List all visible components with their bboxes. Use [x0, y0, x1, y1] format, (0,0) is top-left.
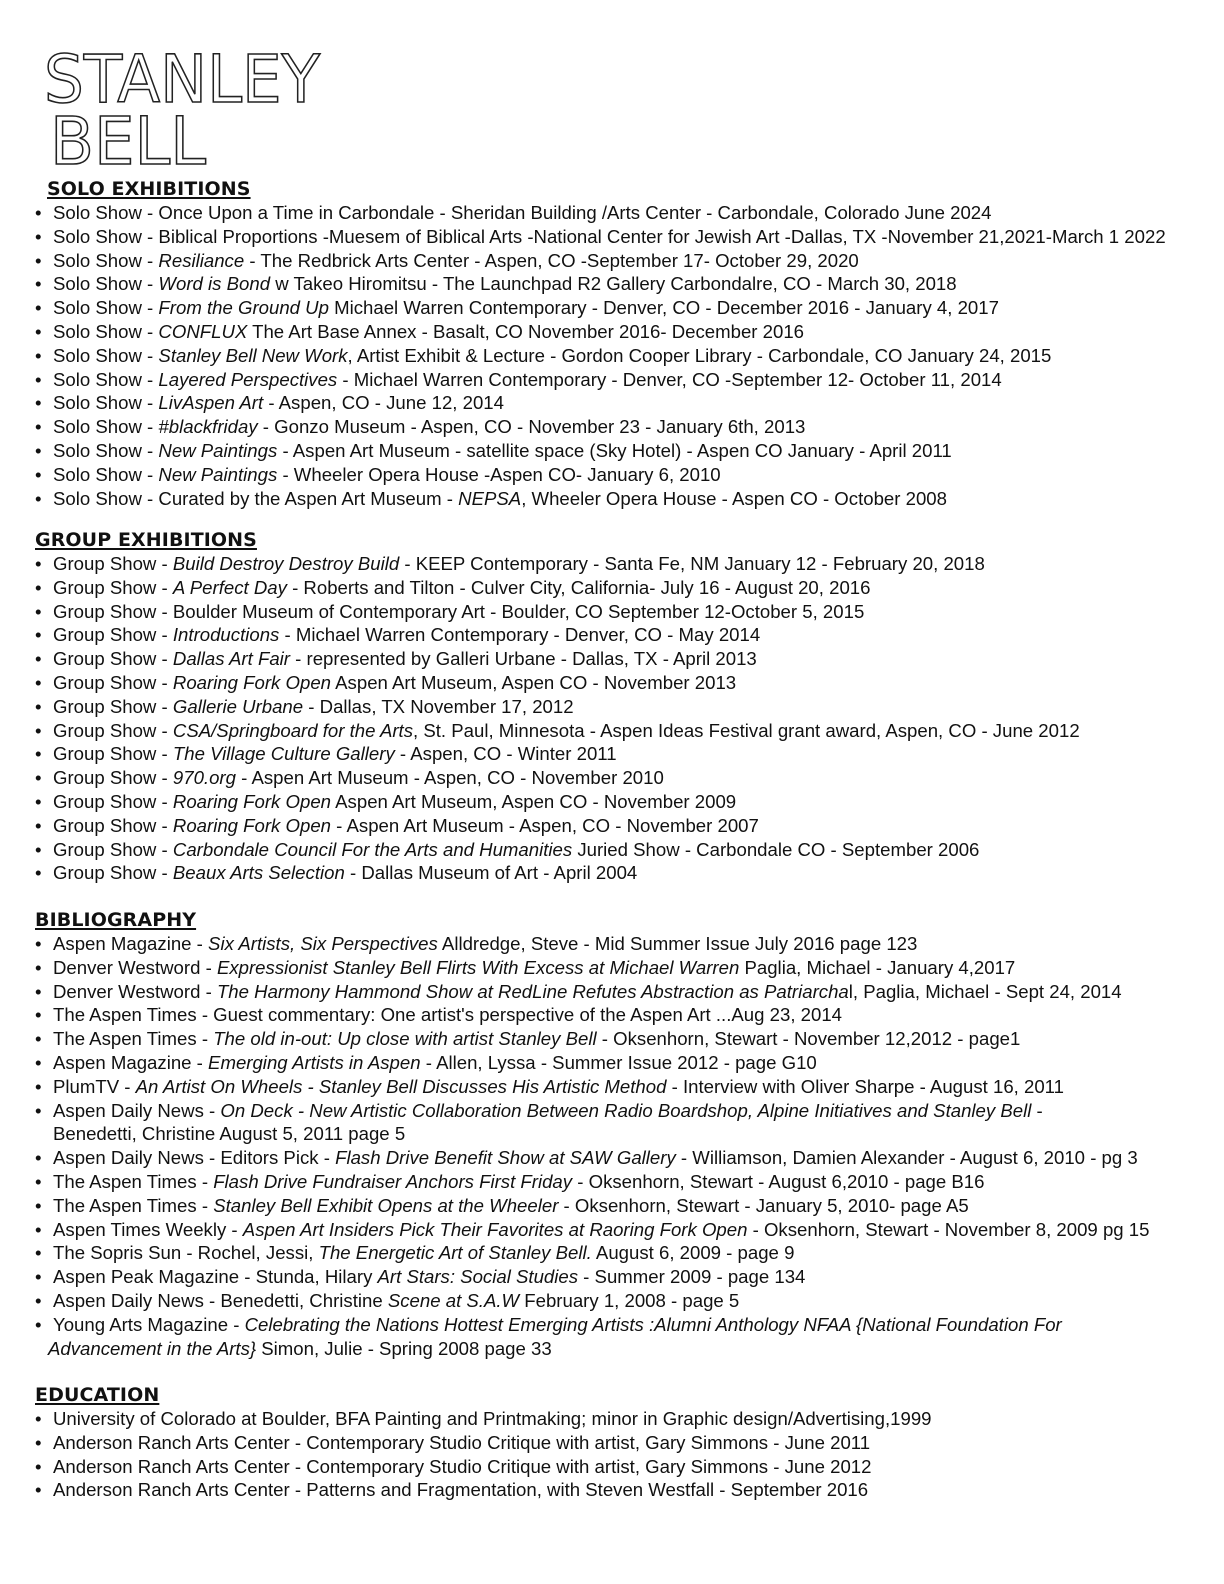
item-text: Group Show -	[53, 624, 173, 646]
item-text: - Aspen Art Museum - Aspen, CO - November 2010	[235, 767, 664, 789]
item-text: Simon, Julie - Spring 2008 page 33	[256, 1337, 552, 1359]
solo-exhibitions-heading: SOLO EXHIBITIONS	[47, 178, 251, 200]
item-text: Aspen Times Weekly -	[53, 1218, 243, 1240]
item-title: Flash Drive Fundraiser Anchors First Friday	[213, 1170, 573, 1192]
item-title: LivAspen Art	[158, 392, 264, 414]
list-item	[35, 320, 1205, 344]
item-text: - Oksenhorn, Stewart - August 6,2010 - page B16	[572, 1170, 985, 1192]
list-item	[35, 838, 1205, 862]
item-text: Group Show -	[53, 553, 173, 574]
bullet: •	[35, 1479, 42, 1501]
list-item	[35, 671, 1205, 695]
item-text: Solo Show -	[53, 392, 159, 414]
item-text: Group Show -	[53, 838, 173, 860]
list-item	[35, 368, 1205, 392]
bullet: •	[35, 1004, 42, 1026]
list-item	[35, 225, 1205, 249]
item-title: Word is Bond	[158, 273, 271, 295]
item-text: Juried Show - Carbondale CO - September 2006	[572, 838, 980, 860]
item-title: 970.org	[172, 767, 236, 789]
list-item	[35, 1099, 1205, 1147]
bullet: •	[35, 1408, 42, 1429]
bullet: •	[35, 695, 42, 717]
list-item	[35, 576, 1205, 600]
list-item	[35, 415, 1205, 439]
bullet: •	[35, 600, 42, 622]
item-text: Anderson Ranch Arts Center - Contemporary Studio Critique with artist, Gary Simmons - June 2011	[53, 1431, 871, 1453]
item-text: - Aspen, CO - June 12, 2014	[263, 392, 504, 414]
bullet: •	[35, 648, 42, 670]
item-text: The Aspen Times - Guest commentary: One artist's perspective of the Aspen Art ...Aug 23, 2014	[53, 1004, 843, 1026]
item-text: - Aspen Art Museum - Aspen, CO - November 2007	[331, 814, 759, 836]
item-title: Emerging Artists in Aspen	[208, 1051, 421, 1073]
group-exhibitions-list	[35, 552, 1205, 885]
item-text: Solo Show -	[53, 344, 159, 366]
list-item	[35, 956, 1205, 980]
item-title: Build Destroy Destroy Build	[172, 553, 400, 574]
logo-line-stanley: STANLEY	[44, 44, 321, 118]
item-text: PlumTV -	[53, 1075, 136, 1097]
list-item	[35, 272, 1205, 296]
bullet: •	[35, 439, 42, 461]
list-item	[35, 1265, 1205, 1289]
item-text: Aspen Daily News - Editors Pick -	[53, 1147, 336, 1169]
bullet: •	[35, 814, 42, 836]
item-title: The old in-out: Up close with artist Stanley Bell	[213, 1028, 597, 1050]
bullet: •	[35, 344, 42, 366]
item-text: Group Show -	[53, 576, 173, 598]
bullet: •	[35, 767, 42, 789]
bullet: •	[35, 225, 42, 247]
item-title: On Deck - New Artistic Collaboration Between Radio Boardshop, Alpine Initiatives and Stanley Bell	[220, 1099, 1032, 1121]
item-text: - Oksenhorn, Stewart - January 5, 2010- page A5	[558, 1194, 969, 1216]
list-item	[35, 1478, 1205, 1502]
item-text: Group Show -	[53, 671, 173, 693]
bullet: •	[35, 487, 42, 509]
item-text: - represented by Galleri Urbane - Dallas, TX - April 2013	[289, 648, 757, 670]
item-title: Roaring Fork Open	[172, 814, 332, 836]
item-text: Anderson Ranch Arts Center - Patterns and Fragmentation, with Steven Westfall - September 2016	[53, 1479, 869, 1501]
item-text: - Williamson, Damien Alexander - August 6, 2010 - pg 3	[675, 1147, 1138, 1169]
item-text: - Aspen, CO - Winter 2011	[394, 743, 617, 765]
list-item	[35, 742, 1205, 766]
item-text: - Interview with Oliver Sharpe - August 16, 2011	[666, 1075, 1064, 1097]
bullet: •	[35, 1099, 42, 1121]
list-item	[35, 1075, 1205, 1099]
item-text: Group Show -	[53, 767, 173, 789]
bullet: •	[35, 273, 42, 295]
item-title: Stanley Bell Exhibit Opens at the Wheeler	[213, 1194, 559, 1216]
item-title: Layered Perspectives	[158, 368, 338, 390]
list-item	[35, 790, 1205, 814]
list-item	[35, 1027, 1205, 1051]
bullet: •	[35, 1051, 42, 1073]
list-item	[35, 695, 1205, 719]
item-text: Solo Show -	[53, 249, 159, 271]
item-text: The Art Base Annex - Basalt, CO November 2016- December 2016	[247, 320, 805, 342]
solo-exhibitions-section	[35, 177, 1205, 510]
item-text: The Sopris Sun - Rochel, Jessi,	[53, 1242, 319, 1264]
item-text: - KEEP Contemporary - Santa Fe, NM January 12 - February 20, 2018	[399, 553, 985, 574]
list-item	[35, 487, 1205, 511]
bullet: •	[35, 1147, 42, 1169]
bullet: •	[35, 838, 42, 860]
item-title: CONFLUX	[158, 320, 248, 342]
item-text: Aspen Art Museum, Aspen CO - November 2009	[331, 790, 737, 812]
bullet: •	[35, 862, 42, 884]
bullet: •	[35, 297, 42, 319]
item-title: An Artist On Wheels - Stanley Bell Discusses His Artistic Method	[135, 1075, 667, 1097]
item-text: Aspen Magazine -	[53, 1051, 209, 1073]
bullet: •	[35, 956, 42, 978]
item-title: Carbondale Council For the Arts and Humanities	[172, 838, 573, 860]
item-text: w Takeo Hiromitsu - The Launchpad R2 Gallery Carbondalre, CO - March 30, 2018	[270, 273, 957, 295]
item-title: Flash Drive Benefit Show at SAW Gallery	[335, 1147, 676, 1169]
bullet: •	[35, 1028, 42, 1050]
item-title: Art Stars: Social Studies	[377, 1266, 579, 1288]
item-text: Solo Show -	[53, 439, 159, 461]
bullet: •	[35, 1170, 42, 1192]
list-item	[35, 1146, 1205, 1170]
bibliography-heading: BIBLIOGRAPHY	[35, 909, 197, 931]
item-title: The Harmony Hammond Show at RedLine Refutes Abstraction as Patriarcha	[216, 980, 849, 1002]
item-title: Six Artists, Six Perspectives	[208, 933, 438, 954]
list-item	[35, 1289, 1205, 1313]
item-text: Aspen Peak Magazine - Stunda, Hilary	[53, 1266, 378, 1288]
bullet: •	[35, 1218, 42, 1240]
item-text: - The Redbrick Arts Center - Aspen, CO -September 17- October 29, 2020	[244, 249, 859, 271]
item-title: Aspen Art Insiders Pick Their Favorites at Raoring Fork Open	[242, 1218, 748, 1240]
item-text: Alldredge, Steve - Mid Summer Issue July 2016 page 123	[437, 933, 918, 954]
bullet: •	[35, 392, 42, 414]
item-title: Introductions	[172, 624, 280, 646]
item-text: - Aspen Art Museum - satellite space (Sky Hotel) - Aspen CO January - April 2011	[277, 439, 952, 461]
item-text: Solo Show -	[53, 463, 159, 485]
item-title: CSA/Springboard for the Arts	[172, 719, 414, 741]
bibliography-list	[35, 932, 1205, 1360]
item-text: Solo Show -	[53, 273, 159, 295]
item-text: Aspen Daily News -	[53, 1099, 221, 1121]
bullet: •	[35, 671, 42, 693]
item-text: Group Show -	[53, 719, 173, 741]
list-item	[35, 439, 1205, 463]
list-item	[35, 861, 1205, 885]
list-item	[35, 249, 1205, 273]
item-text: Solo Show -	[53, 368, 159, 390]
item-text: Group Show -	[53, 814, 173, 836]
item-text: Solo Show - Biblical Proportions -Muesem of Biblical Arts -National Center for Jewish Art -Dallas, TX -November 21,2021-March 1 2022	[53, 225, 1166, 247]
item-text: Group Show - Boulder Museum of Contemporary Art - Boulder, CO September 12-October 5, 2015	[53, 600, 865, 622]
item-title: Scene at S.A.W	[387, 1289, 520, 1311]
item-text: Paglia, Michael - January 4,2017	[739, 956, 1016, 978]
list-item	[35, 344, 1205, 368]
item-title: The Village Culture Gallery	[172, 743, 395, 765]
list-item	[35, 623, 1205, 647]
list-item	[35, 1407, 1205, 1431]
bullet: •	[35, 1075, 42, 1097]
item-text: Group Show -	[53, 695, 173, 717]
item-title: Stanley Bell New Work	[158, 344, 348, 366]
education-list	[35, 1407, 1205, 1502]
list-item	[35, 719, 1205, 743]
bullet: •	[35, 980, 42, 1002]
list-item	[35, 647, 1205, 671]
item-text: The Aspen Times -	[53, 1170, 214, 1192]
bullet: •	[35, 1194, 42, 1216]
item-text: , St. Paul, Minnesota - Aspen Ideas Festival grant award, Aspen, CO - June 2012	[413, 719, 1080, 741]
list-item	[35, 1051, 1205, 1075]
logo-line-bell: BELL	[50, 103, 207, 174]
list-item	[35, 1218, 1205, 1242]
item-title: Gallerie Urbane	[172, 695, 304, 717]
item-text: Michael Warren Contemporary - Denver, CO - December 2016 - January 4, 2017	[328, 297, 999, 319]
item-text: , Artist Exhibit & Lecture - Gordon Cooper Library - Carbondale, CO January 24, 2015	[347, 344, 1052, 366]
item-text: , Wheeler Opera House - Aspen CO - October 2008	[521, 487, 947, 509]
item-title: Beaux Arts Selection	[172, 862, 345, 884]
item-text: The Aspen Times -	[53, 1194, 214, 1216]
item-text: - Dallas Museum of Art - April 2004	[344, 862, 638, 884]
bullet: •	[35, 1431, 42, 1453]
item-title: From the Ground Up	[158, 297, 329, 319]
item-title: NEPSA	[458, 487, 522, 509]
item-title: Resiliance	[158, 249, 245, 271]
item-text: - Oksenhorn, Stewart - November 12,2012 - page1	[596, 1028, 1021, 1050]
list-item	[35, 1170, 1205, 1194]
list-item	[35, 391, 1205, 415]
bullet: •	[35, 1455, 42, 1477]
list-item	[35, 1194, 1205, 1218]
item-text: August 6, 2009 - page 9	[591, 1242, 795, 1264]
list-item	[35, 201, 1205, 225]
bullet: •	[35, 463, 42, 485]
list-item	[35, 296, 1205, 320]
bullet: •	[35, 368, 42, 390]
bullet: •	[35, 320, 42, 342]
item-text: Aspen Daily News - Benedetti, Christine	[53, 1289, 388, 1311]
item-text: Denver Westword -	[53, 980, 217, 1002]
education-section	[35, 1383, 1205, 1502]
bullet: •	[35, 416, 42, 438]
bullet: •	[35, 790, 42, 812]
bullet: •	[35, 202, 42, 223]
item-text: Solo Show -	[53, 297, 159, 319]
solo-exhibitions-list	[35, 201, 1205, 510]
item-text: Group Show -	[53, 862, 173, 884]
list-item	[35, 600, 1205, 624]
item-title: Dallas Art Fair	[172, 648, 290, 670]
item-text: Benedetti, Christine August 5, 2011 page 5	[53, 1123, 406, 1145]
item-text: Solo Show - Once Upon a Time in Carbondale - Sheridan Building /Arts Center - Carbondale, Colorado June 2024	[53, 202, 992, 223]
bullet: •	[35, 249, 42, 271]
list-item	[35, 1313, 1205, 1361]
bullet: •	[35, 576, 42, 598]
item-text: Young Arts Magazine -	[53, 1313, 245, 1335]
item-text: - Wheeler Opera House -Aspen CO- January 6, 2010	[277, 463, 721, 485]
bullet: •	[35, 743, 42, 765]
item-title: Roaring Fork Open	[172, 790, 332, 812]
item-title: Advancement in the Arts}	[48, 1337, 257, 1359]
bullet: •	[35, 933, 42, 954]
bullet: •	[35, 1266, 42, 1288]
item-title: New Paintings	[158, 463, 278, 485]
item-title: Celebrating the Nations Hottest Emerging Artists :Alumni Anthology NFAA {National Foundation For	[244, 1313, 1062, 1335]
item-text: Group Show -	[53, 743, 173, 765]
item-text: Group Show -	[53, 648, 173, 670]
item-text: Solo Show -	[53, 320, 159, 342]
list-item	[35, 1241, 1205, 1265]
item-text: Aspen Magazine -	[53, 933, 209, 954]
bullet: •	[35, 553, 42, 574]
item-text: - Roberts and Tilton - Culver City, California- July 16 - August 20, 2016	[286, 576, 871, 598]
item-text: The Aspen Times -	[53, 1028, 214, 1050]
item-title: #blackfriday	[158, 416, 258, 438]
item-title: New Paintings	[158, 439, 278, 461]
item-text: Aspen Art Museum, Aspen CO - November 2013	[331, 671, 737, 693]
list-item	[35, 1003, 1205, 1027]
bullet: •	[35, 1242, 42, 1264]
bullet: •	[35, 1289, 42, 1311]
list-item	[35, 814, 1205, 838]
item-text: Denver Westword -	[53, 956, 217, 978]
item-title: The Energetic Art of Stanley Bell.	[318, 1242, 592, 1264]
item-text: University of Colorado at Boulder, BFA Painting and Printmaking; minor in Graphic design/Advertising,1999	[53, 1408, 932, 1429]
item-title: A Perfect Day	[172, 576, 287, 598]
list-item	[35, 980, 1205, 1004]
item-text: Anderson Ranch Arts Center - Contemporary Studio Critique with artist, Gary Simmons - June 2012	[53, 1455, 872, 1477]
item-text: - Michael Warren Contemporary - Denver, CO - May 2014	[279, 624, 761, 646]
bullet: •	[35, 624, 42, 646]
item-text: - Oksenhorn, Stewart - November 8, 2009 pg 15	[747, 1218, 1150, 1240]
list-item	[35, 1455, 1205, 1479]
item-text: - Michael Warren Contemporary - Denver, CO -September 12- October 11, 2014	[337, 368, 1002, 390]
item-text: - Dallas, TX November 17, 2012	[303, 695, 574, 717]
list-item	[35, 1431, 1205, 1455]
group-exhibitions-section	[35, 528, 1205, 885]
item-text: - Summer 2009 - page 134	[578, 1266, 806, 1288]
list-item	[35, 932, 1205, 956]
item-title: Expressionist Stanley Bell Flirts With Excess at Michael Warren	[216, 956, 740, 978]
item-text: February 1, 2008 - page 5	[519, 1289, 740, 1311]
item-text: - Gonzo Museum - Aspen, CO - November 23 - January 6th, 2013	[257, 416, 806, 438]
education-heading: EDUCATION	[35, 1384, 160, 1406]
bullet: •	[35, 719, 42, 741]
list-item	[35, 552, 1205, 576]
item-text: l, Paglia, Michael - Sept 24, 2014	[848, 980, 1122, 1002]
artist-name-logo	[44, 44, 334, 179]
group-exhibitions-heading: GROUP EXHIBITIONS	[35, 529, 257, 551]
item-text: Solo Show - Curated by the Aspen Art Museum -	[53, 487, 459, 509]
bullet: •	[35, 1313, 42, 1335]
list-item	[35, 766, 1205, 790]
item-text: - Allen, Lyssa - Summer Issue 2012 - page G10	[420, 1051, 817, 1073]
item-text: Group Show -	[53, 790, 173, 812]
item-text: Solo Show -	[53, 416, 159, 438]
item-text: -	[1031, 1099, 1043, 1121]
item-title: Roaring Fork Open	[172, 671, 332, 693]
bibliography-section	[35, 908, 1205, 1360]
list-item	[35, 463, 1205, 487]
